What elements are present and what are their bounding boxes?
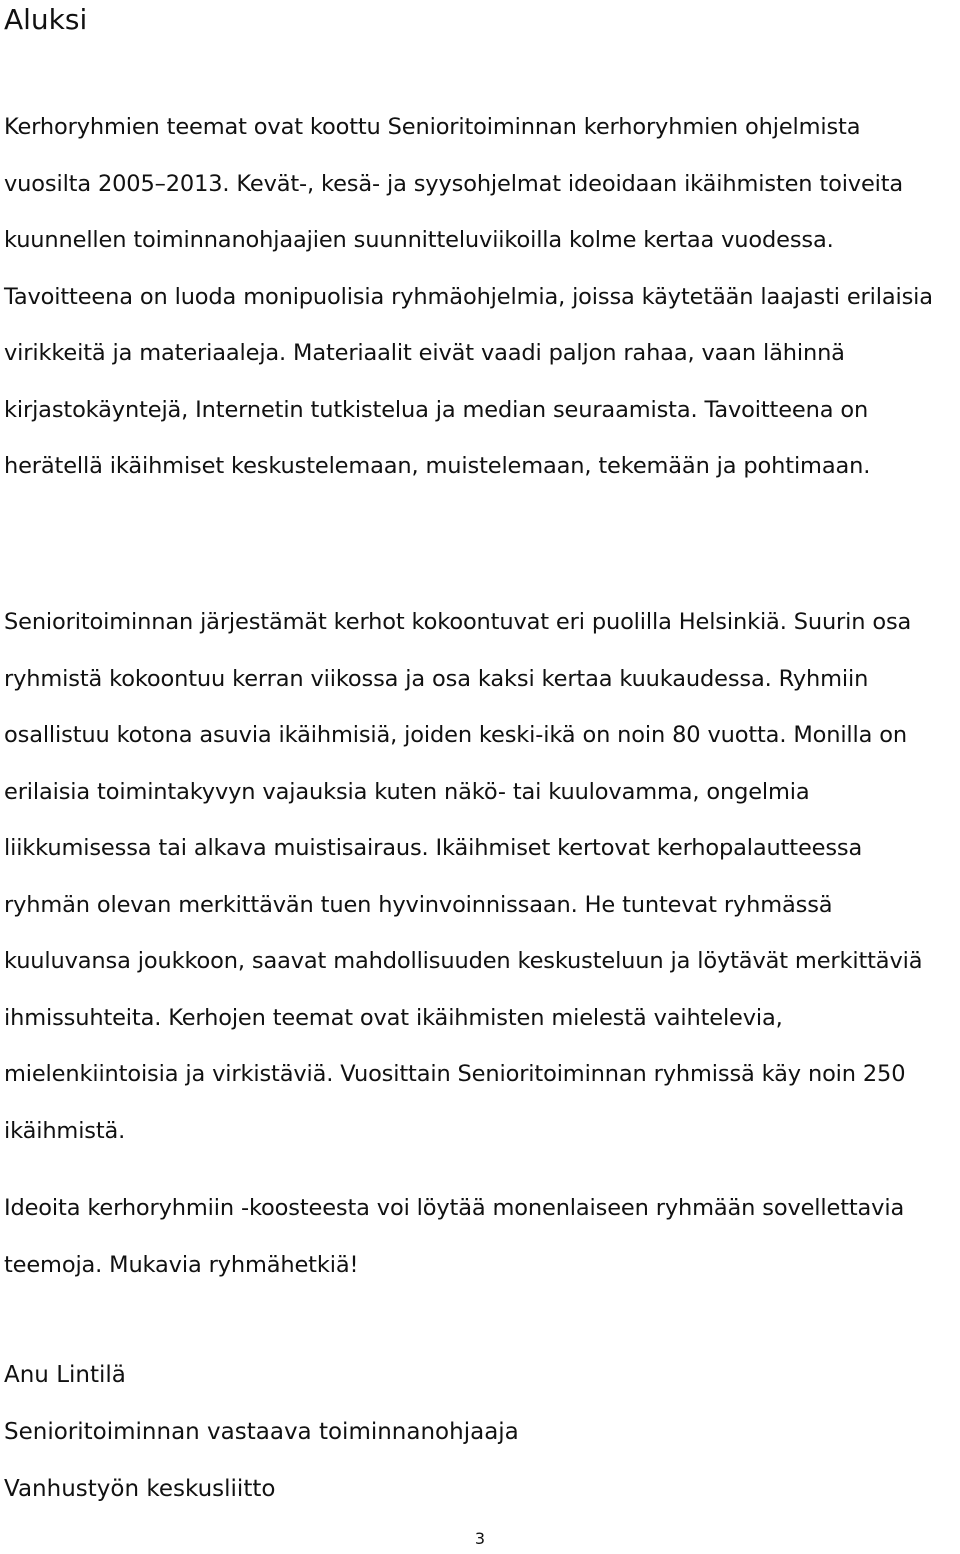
signature-block (4, 1347, 704, 1518)
page-number: 3 (474, 1529, 486, 1548)
signature-role: Senioritoiminnan vastaava toiminnanohjaaja (4, 1419, 519, 1445)
closing-paragraph: Ideoita kerhoryhmiin -koosteesta voi löytää monenlaiseen ryhmään sovellettavia teemoja. Mukavia ryhmähetkiä! (4, 1195, 905, 1278)
intro-paragraph: Kerhoryhmien teemat ovat koottu Senioritoiminnan kerhoryhmien ohjelmista vuosilta 2005–2013. Kevät-, kesä- ja syysohjelmat ideoidaan ikäihmisten toiveita kuunnellen toiminnanohjaajien suunnitteluviikoilla kolme kertaa vuodessa. Tavoitteena on luoda monipuolisia ryhmäohjelmia, joissa käytetään laajasti erilaisia virikkeitä ja materiaaleja. Materiaalit eivät vaadi paljon rahaa, vaan lähinnä kirjastokäyntejä, Internetin tutkistelua ja median seuraamista. Tavoitteena on herätellä ikäihmiset keskustelemaan, muistelemaan, tekemään ja pohtimaan. (4, 114, 933, 479)
signature-organization: Vanhustyön keskusliitto (4, 1476, 276, 1502)
page-title: Aluksi (4, 3, 88, 36)
clubs-paragraph: Senioritoiminnan järjestämät kerhot kokoontuvat eri puolilla Helsinkiä. Suurin osa ryhmistä kokoontuu kerran viikossa ja osa kaksi kertaa kuukaudessa. Ryhmiin osallistuu kotona asuvia ikäihmisiä, joiden keski-ikä on noin 80 vuotta. Monilla on erilaisia toimintakyvyn vajauksia kuten näkö- tai kuulovamma, ongelmia liikkumisessa tai alkava muistisairaus. Ikäihmiset kertovat kerhopalautteessa ryhmän olevan merkittävän tuen hyvinvoinnissaan. He tuntevat ryhmässä kuuluvansa joukkoon, saavat mahdollisuuden keskusteluun ja löytävät merkittäviä ihmissuhteita. Kerhojen teemat ovat ikäihmisten mielestä vaihtelevia, mielenkiintoisia ja virkistäviä. Vuosittain Senioritoiminnan ryhmissä käy noin 250 ikäihmistä. (4, 609, 923, 1144)
signature-name: Anu Lintilä (4, 1362, 126, 1388)
